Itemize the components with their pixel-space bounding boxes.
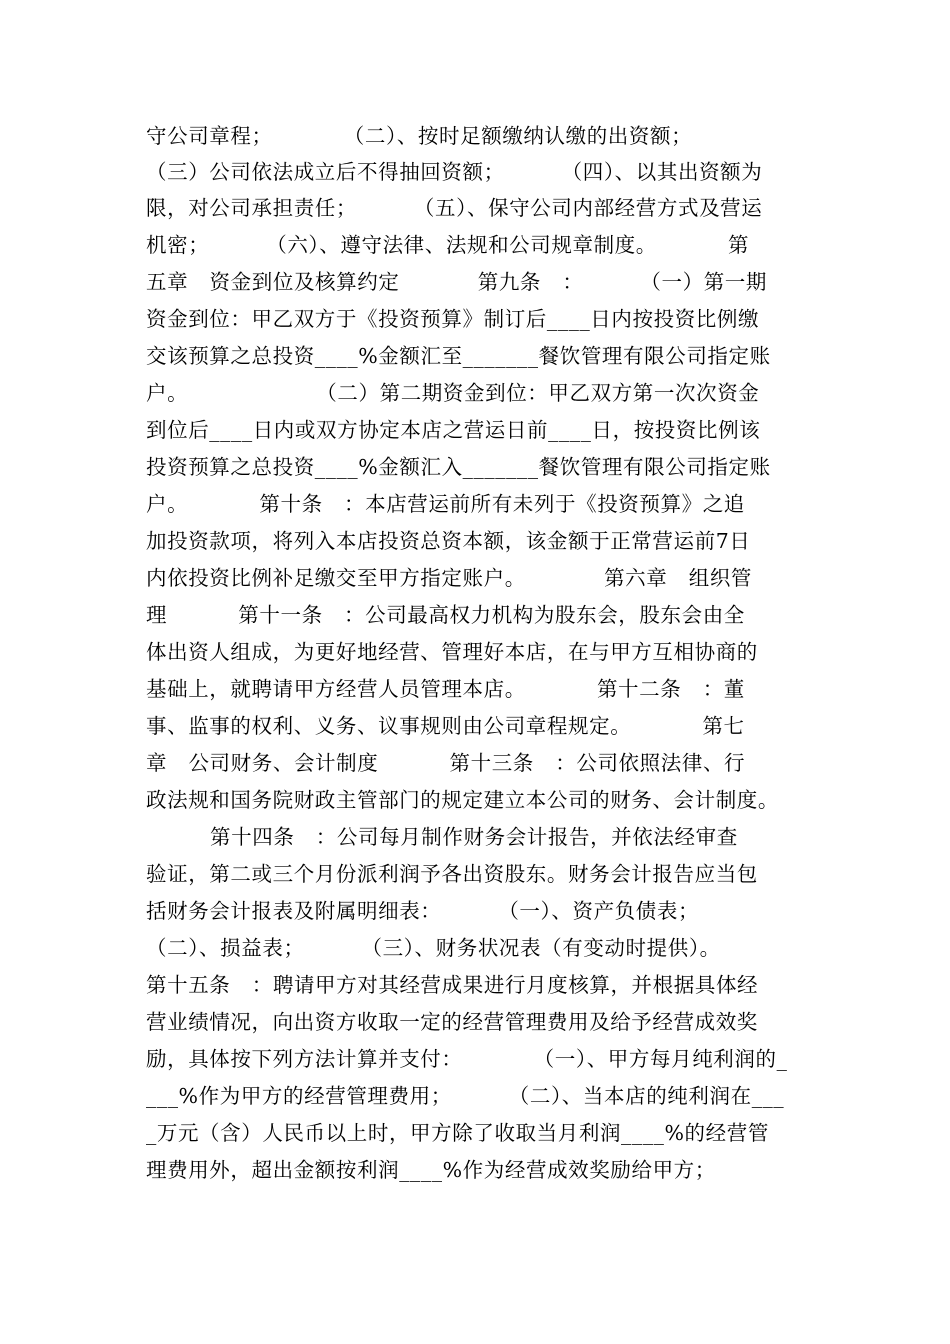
text-line: 户。 （二）第二期资金到位：甲乙双方第一次次资金	[146, 381, 760, 405]
text-line: 到位后____日内或双方协定本店之营运日前____日，按投资比例该	[146, 418, 761, 442]
text-line: 理 第十一条 ：公司最高权力机构为股东会，股东会由全	[146, 603, 745, 627]
text-line: 机密； （六）、遵守法律、法规和公司规章制度。 第	[146, 233, 750, 257]
text-line: 投资预算之总投资____%金额汇入_______餐饮管理有限公司指定账	[146, 455, 771, 479]
text-line: 励，具体按下列方法计算并支付： （一）、甲方每月纯利润的_	[146, 1047, 788, 1071]
text-line: 基础上，就聘请甲方经营人员管理本店。 第十二条 ：董	[146, 677, 745, 701]
text-line: 五章 资金到位及核算约定 第九条 ： （一）第一期	[146, 270, 768, 294]
text-line: _万元（含）人民币以上时，甲方除了收取当月利润____%的经营管	[146, 1121, 769, 1145]
text-line: 理费用外，超出金额按利润____%作为经营成效奖励给甲方；	[146, 1158, 716, 1182]
text-line: ___%作为甲方的经营管理费用； （二）、当本店的纯利润在___	[146, 1084, 785, 1108]
text-line: 括财务会计报表及附属明细表： （一）、资产负债表；	[146, 899, 700, 923]
text-line: （三）公司依法成立后不得抽回资额； （四）、以其出资额为	[146, 160, 763, 184]
text-line: 交该预算之总投资____%金额汇至_______餐饮管理有限公司指定账	[146, 344, 771, 368]
text-line: 第十四条 ：公司每月制作财务会计报告，并依法经审查	[146, 825, 738, 849]
text-line: 内依投资比例补足缴交至甲方指定账户。 第六章 组织管	[146, 566, 753, 590]
text-line: 守公司章程； （二）、按时足额缴纳认缴的出资额；	[146, 124, 693, 148]
text-line: 营业绩情况，向出资方收取一定的经营管理费用及给予经营成效奖	[146, 1010, 758, 1034]
text-line: 章 公司财务、会计制度 第十三条 ：公司依照法律、行	[146, 751, 746, 775]
text-line: 加投资款项，将列入本店投资总资本额，该金额于正常营运前7日	[146, 529, 751, 553]
text-line: 事、监事的权利、义务、议事规则由公司章程规定。 第七	[146, 714, 745, 738]
text-line: 户。 第十条 ：本店营运前所有未列于《投资预算》之追	[146, 492, 745, 516]
text-line: 体出资人组成，为更好地经营、管理好本店，在与甲方互相协商的	[146, 640, 758, 664]
text-line: 验证，第二或三个月份派利润予各出资股东。财务会计报告应当包	[146, 862, 758, 886]
text-line: 资金到位：甲乙双方于《投资预算》制订后____日内按投资比例缴	[146, 307, 760, 331]
text-line: 第十五条 ：聘请甲方对其经营成果进行月度核算，并根据具体经	[146, 973, 759, 997]
text-line: 政法规和国务院财政主管部门的规定建立本公司的财务、会计制度。	[146, 788, 779, 812]
text-line: （二）、损益表； （三）、财务状况表（有变动时提供）。	[146, 936, 721, 960]
text-line: 限，对公司承担责任； （五）、保守公司内部经营方式及营运	[146, 196, 763, 220]
